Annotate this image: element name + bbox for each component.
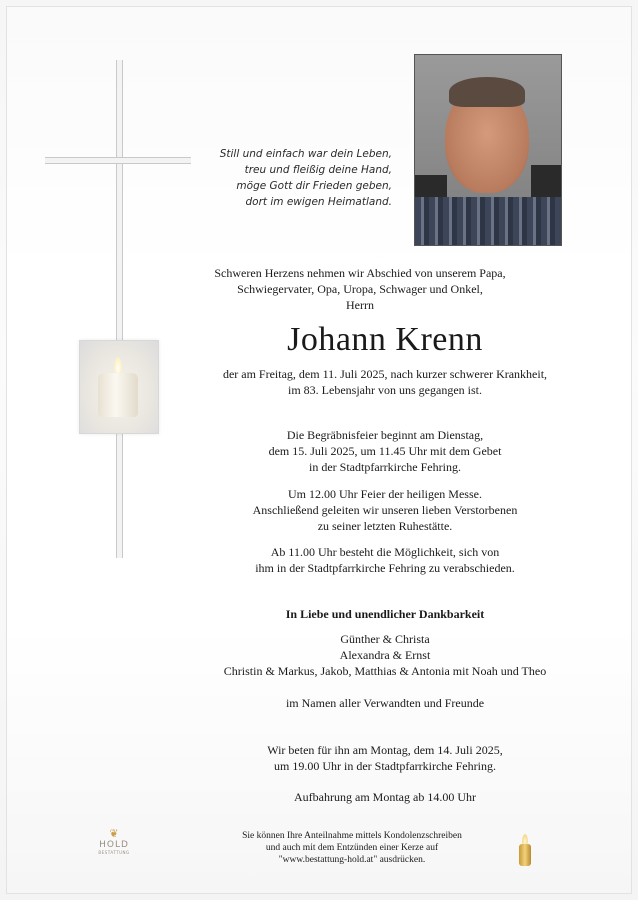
cross-vertical-beam [116, 60, 123, 558]
mourner-line: Christin & Markus, Jakob, Matthias & Antonia mit Noah und Theo [223, 664, 547, 678]
condolence-line: "www.bestattung-hold.at" ausdrücken. [278, 855, 426, 865]
condolence-note [200, 830, 504, 866]
mini-candle-glass [519, 844, 531, 866]
funeral-line: in der Stadtpfarrkirche Fehring. [309, 460, 461, 474]
poem [196, 146, 392, 210]
mass-line: zu seiner letzten Ruhestätte. [317, 519, 453, 533]
candle-flame-icon [114, 357, 122, 373]
relatives-line: im Namen aller Verwandten und Freunde [285, 696, 485, 710]
condolence-line: Sie können Ihre Anteilnahme mittels Kondolenzschreiben [242, 831, 462, 841]
logo-brand: HOLD [99, 840, 129, 850]
mass-line: Um 12.00 Uhr Feier der heiligen Messe. [288, 487, 482, 501]
farewell-line: Ab 11.00 Uhr besteht die Möglichkeit, sich von [270, 545, 500, 559]
mourners-heading: In Liebe und unendlicher Dankbarkeit [285, 607, 485, 621]
condolence-line: und auch mit dem Entzünden einer Kerze auf [265, 843, 439, 853]
intro-text [150, 265, 570, 313]
prayer-line: um 19.00 Uhr in der Stadtpfarrkirche Fehring. [274, 759, 496, 773]
candle-image [79, 340, 159, 434]
funeral-line: dem 15. Juli 2025, um 11.45 Uhr mit dem Gebet [268, 444, 502, 458]
deceased-name: Johann Krenn [287, 321, 483, 358]
memorial-candle-icon [518, 834, 532, 868]
photo-hair [449, 77, 525, 107]
candle-body [98, 373, 138, 417]
logo-sub: BESTATTUNG [98, 850, 130, 855]
farewell-info [175, 544, 595, 576]
poem-line: dort im ewigen Heimatland. [245, 196, 392, 208]
prayer-info [175, 742, 595, 774]
funeral-info [175, 427, 595, 475]
farewell-line: ihm in der Stadtpfarrkirche Fehring zu verabschieden. [255, 561, 515, 575]
death-notice-line: der am Freitag, dem 11. Juli 2025, nach kurzer schwerer Krankheit, [222, 367, 548, 381]
mourner-line: Günther & Christa [340, 632, 430, 646]
viewing-info: Aufbahrung am Montag ab 14.00 Uhr [294, 790, 476, 804]
portrait-photo [414, 54, 562, 246]
intro-line: Schwiegervater, Opa, Uropa, Schwager und Onkel, [237, 282, 483, 296]
cross-horizontal-beam [45, 157, 191, 164]
poem-line: möge Gott dir Frieden geben, [236, 180, 392, 192]
intro-line: Schweren Herzens nehmen wir Abschied von unserem Papa, [214, 266, 506, 280]
prayer-line: Wir beten für ihn am Montag, dem 14. Juli 2025, [267, 743, 503, 757]
photo-shirt [415, 197, 561, 246]
hold-logo [92, 828, 136, 856]
mass-line: Anschließend geleiten wir unseren lieben Verstorbenen [252, 503, 518, 517]
death-notice [175, 366, 595, 398]
poem-line: Still und einfach war dein Leben, [219, 148, 392, 160]
logo-emblem-icon: ❦ [109, 827, 119, 840]
death-notice-line: im 83. Lebensjahr von uns gegangen ist. [288, 383, 482, 397]
mourner-line: Alexandra & Ernst [339, 648, 431, 662]
intro-line: Herrn [346, 298, 374, 312]
mass-info [175, 486, 595, 534]
mourners-names [175, 631, 595, 679]
funeral-line: Die Begräbnisfeier beginnt am Dienstag, [286, 428, 484, 442]
poem-line: treu und fleißig deine Hand, [244, 164, 392, 176]
